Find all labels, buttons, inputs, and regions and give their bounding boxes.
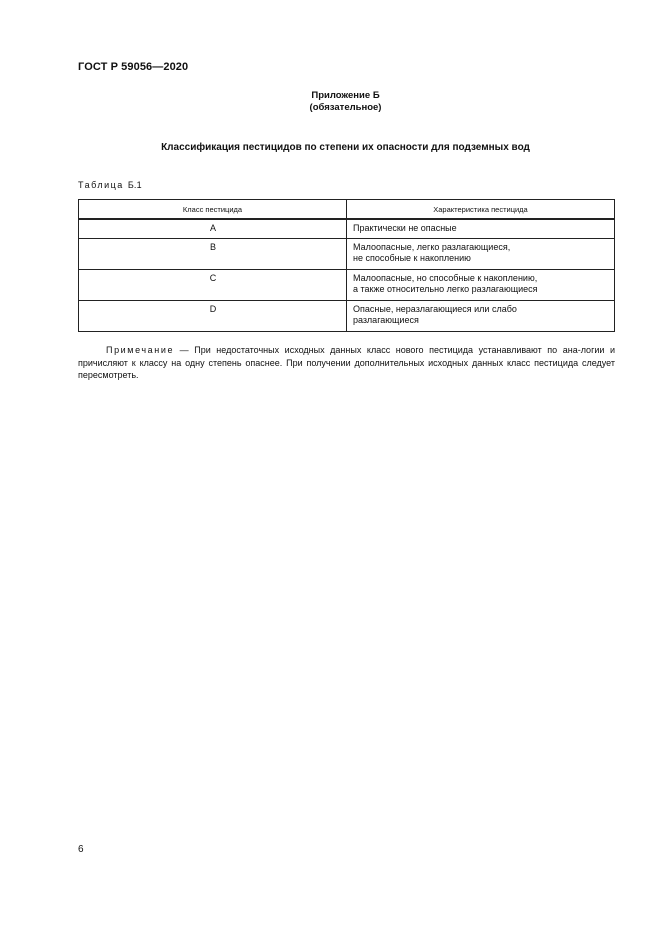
- appendix-title: Приложение Б: [311, 90, 380, 101]
- column-header-class: Класс пестицида: [79, 200, 347, 220]
- table-row: [79, 219, 615, 239]
- document-code: ГОСТ Р 59056—2020: [78, 61, 189, 73]
- table-cell-characteristic: [347, 219, 615, 239]
- characteristic-line: не способные к накоплению: [353, 253, 471, 263]
- note-label: Примечание: [106, 345, 175, 355]
- characteristic-line: Практически не опасные: [353, 223, 457, 233]
- table-header-row: [79, 200, 615, 220]
- page-number: 6: [78, 844, 84, 855]
- table-cell-class: D: [79, 301, 347, 332]
- table-caption: [78, 180, 142, 190]
- column-header-characteristic: Характеристика пестицида: [347, 200, 615, 220]
- characteristic-line: а также относительно легко разлагающиеся: [353, 284, 538, 294]
- characteristic-line: разлагающиеся: [353, 315, 419, 325]
- table-cell-class: B: [79, 239, 347, 270]
- section-title: Классификация пестицидов по степени их опасности для подземных вод: [161, 142, 530, 153]
- table-row: [79, 270, 615, 301]
- pesticide-class-table: [78, 199, 615, 332]
- table-cell-characteristic: [347, 270, 615, 301]
- characteristic-line: Малоопасные, легко разлагающиеся,: [353, 242, 511, 252]
- table-caption-word: Таблица: [78, 180, 124, 190]
- characteristic-line: Опасные, неразлагающиеся или слабо: [353, 304, 517, 314]
- table-row: [79, 301, 615, 332]
- appendix-status: (обязательное): [309, 102, 382, 113]
- table-cell-class: A: [79, 219, 347, 239]
- table-cell-class: C: [79, 270, 347, 301]
- table-caption-number: Б.1: [127, 180, 142, 190]
- table-note: [78, 344, 615, 382]
- appendix-heading: [0, 90, 661, 114]
- note-text: При недостаточных исходных данных класс нового пестицида устанавливают по ана-логии и причисляют к классу на одну степень опаснее. При получении дополнительных исходных данных класс пестицида следует пересмотреть.: [78, 345, 615, 380]
- table-row: [79, 239, 615, 270]
- note-dash: —: [174, 345, 195, 355]
- characteristic-line: Малоопасные, но способные к накоплению,: [353, 273, 538, 283]
- table-cell-characteristic: [347, 239, 615, 270]
- table-cell-characteristic: [347, 301, 615, 332]
